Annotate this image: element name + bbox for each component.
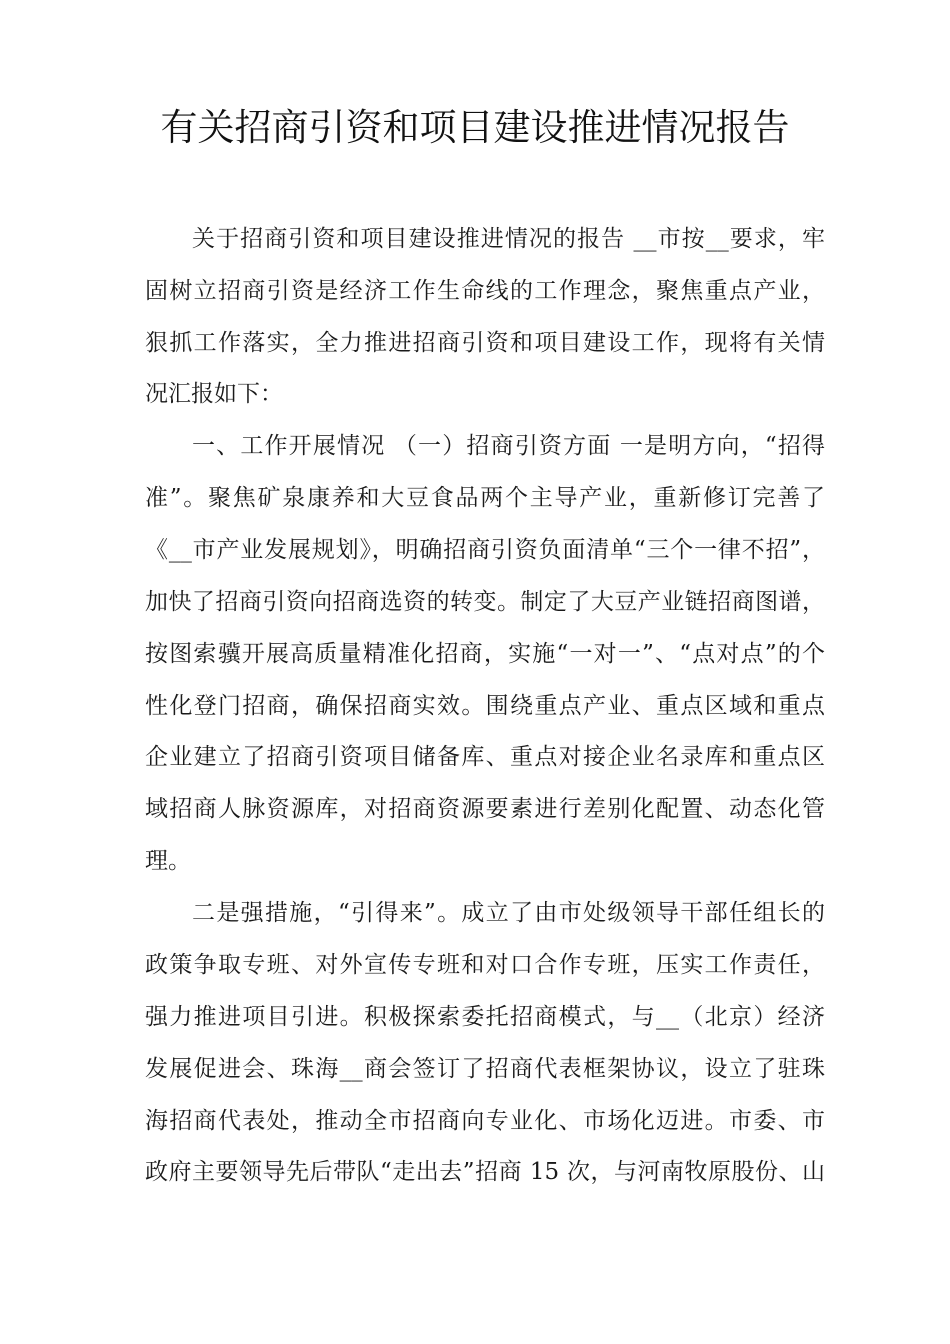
paragraph-line: 狠抓工作落实，全力推进招商引资和项目建设工作，现将有关情 [145,330,825,356]
paragraph-line: 政策争取专班、对外宣传专班和对口合作专班，压实工作责任， [145,952,825,978]
paragraph-line: 固树立招商引资是经济工作生命线的工作理念，聚焦重点产业， [145,278,825,304]
paragraph-line: 性化登门招商，确保招商实效。围绕重点产业、重点区域和重点 [145,693,825,719]
paragraph-line: 企业建立了招商引资项目储备库、重点对接企业名录库和重点区 [145,744,825,770]
paragraph-line: 政府主要领导先后带队“走出去”招商 15 次，与河南牧原股份、山 [145,1159,825,1185]
paragraph-line: 关于招商引资和项目建设推进情况的报告 __市按__要求，牢 [192,226,825,252]
paragraph-line: 按图索骥开展高质量精准化招商，实施“一对一”、“点对点”的个 [145,641,825,667]
paragraph-line: 一、工作开展情况 （一）招商引资方面 一是明方向，“招得 [192,433,825,459]
paragraph-line: 发展促进会、珠海__商会签订了招商代表框架协议，设立了驻珠 [145,1056,825,1082]
paragraph-line: 加快了招商引资向招商选资的转变。制定了大豆产业链招商图谱， [145,589,825,615]
paragraph-line: 域招商人脉资源库，对招商资源要素进行差别化配置、动态化管 [145,796,825,822]
paragraph-line: 《__市产业发展规划》，明确招商引资负面清单“三个一律不招”， [145,537,825,563]
paragraph-line: 强力推进项目引进。积极探索委托招商模式，与__（北京）经济 [145,1004,825,1030]
document-title: 有关招商引资和项目建设推进情况报告 [160,106,790,149]
paragraph-line: 理。 [145,848,191,874]
paragraph-line: 海招商代表处，推动全市招商向专业化、市场化迈进。市委、市 [145,1108,825,1134]
paragraph-line: 况汇报如下： [145,381,283,407]
paragraph-line: 准”。聚焦矿泉康养和大豆食品两个主导产业，重新修订完善了 [145,485,825,511]
paragraph-line: 二是强措施，“引得来”。成立了由市处级领导干部任组长的 [192,900,825,926]
